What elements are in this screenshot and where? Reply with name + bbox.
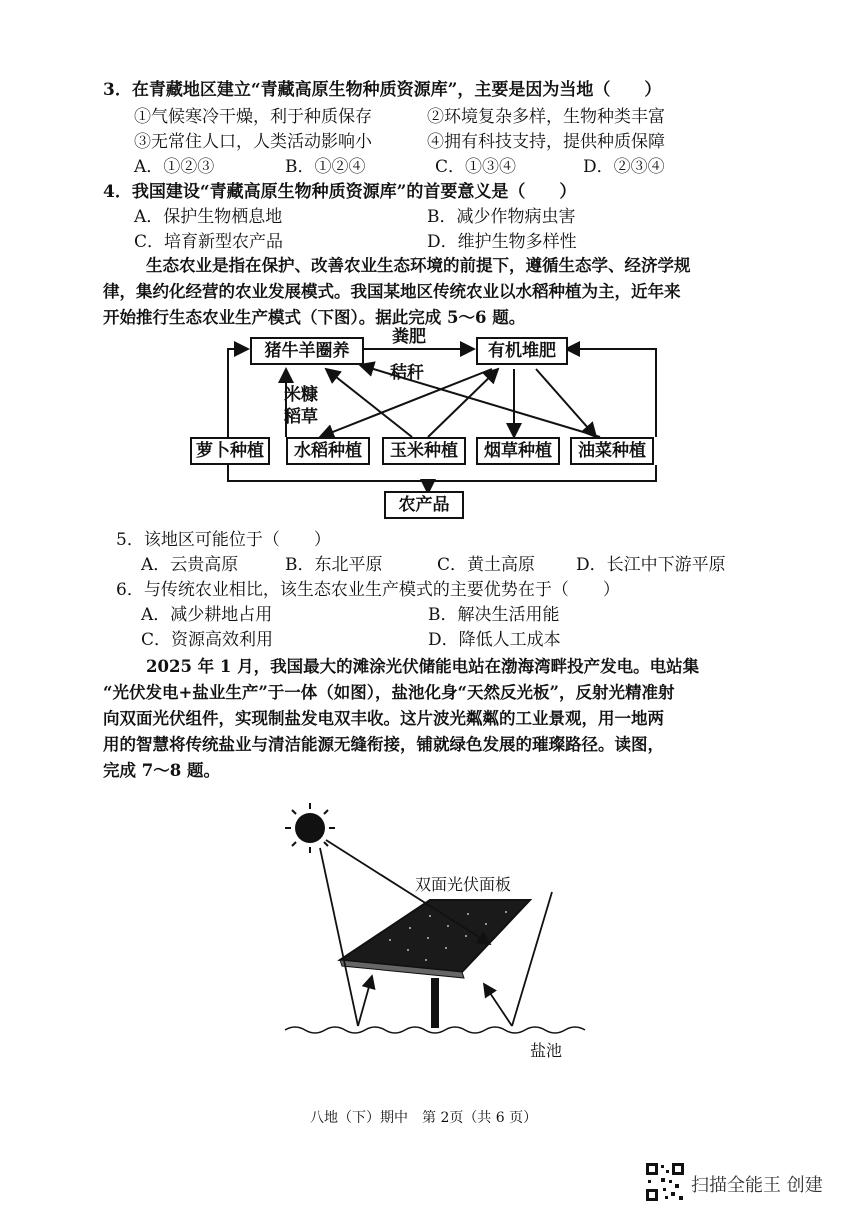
products-box: 农产品 (384, 491, 464, 519)
q5-option-c: C．黄土高原 (437, 555, 536, 575)
intro2-line-5: 完成 7～8 题。 (103, 761, 220, 780)
q3-statement-4: ④拥有科技支持，提供种质保障 (427, 132, 665, 152)
intro1-line-3: 开始推行生态农业生产模式（下图）。据此完成 5～6 题。 (103, 308, 526, 327)
manure-label: 粪肥 (392, 327, 426, 347)
q3-statement-3: ③无常住人口，人类活动影响小 (134, 132, 372, 152)
intro1-line-2: 律，集约化经营的农业发展模式。我国某地区传统农业以水稻种植为主，近年来 (103, 282, 681, 301)
q3-option-a: A．①②③ (134, 157, 215, 177)
q4-option-c: C．培育新型农产品 (134, 232, 284, 252)
tobacco-box: 烟草种植 (476, 437, 560, 465)
rapeseed-box: 油菜种植 (570, 437, 654, 465)
q6-stem: 6．与传统农业相比，该生态农业生产模式的主要优势在于（ ） (116, 580, 620, 600)
q6-option-a: A．减少耕地占用 (141, 605, 273, 625)
intro1-line-1: 生态农业是指在保护、改善农业生态环境的前提下，遵循生态学、经济学规 (146, 256, 691, 275)
pv-panel (340, 900, 530, 978)
salt-pool-label: 盐池 (530, 1041, 563, 1060)
q3-option-c: C．①③④ (435, 157, 517, 177)
intro2-line-4: 用的智慧将传统盐业与清洁能源无缝衔接，铺就绿色发展的璀璨路径。读图， (103, 735, 664, 754)
q5-option-a: A．云贵高原 (141, 555, 239, 575)
q6-option-d: D．降低人工成本 (428, 630, 561, 650)
q4-stem: 4．我国建设“青藏高原生物种质资源库”的首要意义是（ ） (103, 182, 577, 202)
bran-label: 米糠 (284, 385, 318, 405)
intro2-line-3: 向双面光伏组件，实现制盐发电双丰收。这片波光粼粼的工业景观，用一地两 (103, 709, 664, 728)
livestock-box: 猪牛羊圈养 (250, 337, 364, 365)
rice-straw-label: 稻草 (284, 407, 318, 427)
sun-icon (285, 803, 335, 853)
pv-panel-label: 双面光伏面板 (415, 875, 512, 894)
q4-option-b: B．减少作物病虫害 (427, 207, 576, 227)
q3-option-b: B．①②④ (285, 157, 366, 177)
q3-statement-1: ①气候寒冷干燥，利于种质保存 (134, 107, 372, 127)
corn-box: 玉米种植 (382, 437, 466, 465)
radish-box: 萝卜种植 (190, 437, 270, 465)
q3-option-d: D．②③④ (583, 157, 665, 177)
straw-label: 秸秆 (390, 363, 424, 383)
eco-agriculture-diagram (180, 325, 680, 525)
pv-figure-drawing (280, 800, 600, 1070)
q6-option-c: C．资源高效利用 (141, 630, 274, 650)
q5-option-d: D．长江中下游平原 (576, 555, 726, 575)
q4-option-d: D．维护生物多样性 (427, 232, 577, 252)
rice-box: 水稻种植 (286, 437, 370, 465)
scanner-watermark: 扫描全能王 创建 (691, 1175, 823, 1196)
intro2-line-1: 2025 年 1 月，我国最大的滩涂光伏储能电站在渤海湾畔投产发电。电站集 (146, 657, 700, 676)
q3-statement-2: ②环境复杂多样，生物种类丰富 (427, 107, 665, 127)
pv-salt-figure (280, 800, 600, 1070)
intro2-line-2: “光伏发电+盐业生产”于一体（如图），盐池化身“天然反光板”，反射光精准射 (103, 683, 675, 702)
q6-option-b: B．解决生活用能 (428, 605, 560, 625)
compost-box: 有机堆肥 (476, 337, 568, 365)
qr-code-icon (645, 1162, 685, 1202)
q3-stem: 3．在青藏地区建立“青藏高原生物种质资源库”，主要是因为当地（ ） (103, 80, 662, 100)
page-footer: 八地（下）期中 第 2页（共 6 页） (310, 1110, 538, 1126)
q5-stem: 5．该地区可能位于（ ） (116, 530, 331, 550)
q4-option-a: A．保护生物栖息地 (134, 207, 283, 227)
q5-option-b: B．东北平原 (285, 555, 383, 575)
